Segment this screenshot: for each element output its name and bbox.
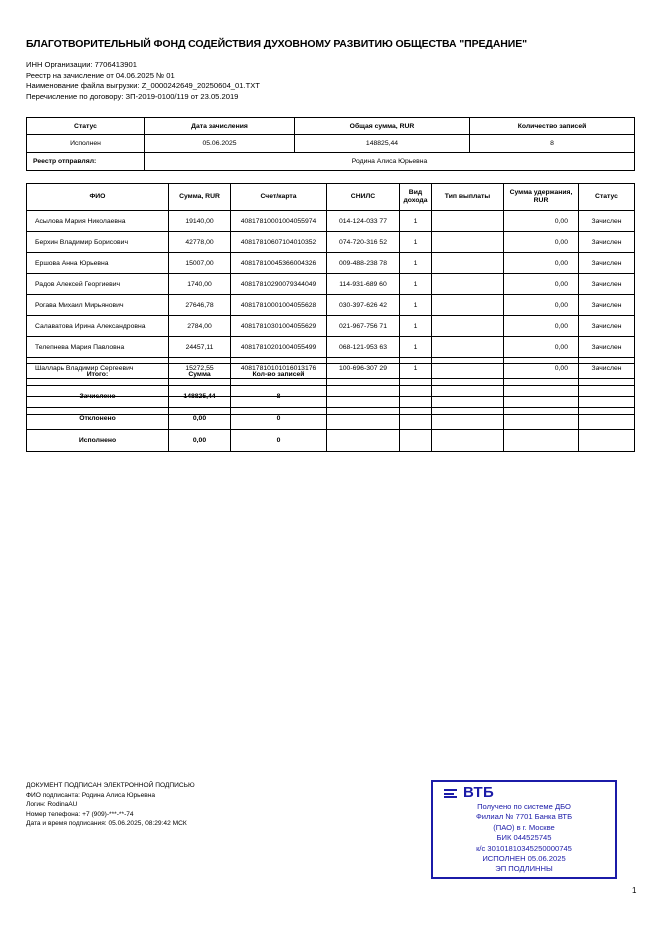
bank-stamp: [431, 780, 617, 879]
cell-name: Шалларь Владимир Сергеевич: [27, 358, 169, 379]
totals-cell-label: Исполнено: [27, 430, 169, 452]
totals-cell-count: 0: [231, 430, 327, 452]
totals-header-sum: Сумма: [169, 364, 231, 386]
cell-amount: 27646,78: [169, 295, 231, 316]
summary-header-row: [27, 118, 635, 135]
cell-withholding: 0,00: [504, 337, 579, 358]
totals-header-itogo: Итого:: [27, 364, 169, 386]
cell-status: Зачислен: [579, 253, 635, 274]
totals-cell-blank: [504, 386, 579, 408]
cell-name: Радов Алексей Георгиевич: [27, 274, 169, 295]
cell-amount: 19140,00: [169, 211, 231, 232]
cell-account: 40817810001004055628: [231, 295, 327, 316]
totals-blank-cell: [400, 364, 432, 386]
cell-withholding: 0,00: [504, 316, 579, 337]
cell-snils: 068-121-953 63: [327, 337, 400, 358]
totals-blank-cell: [432, 364, 504, 386]
stamp-line-3: (ПАО) в г. Москве: [493, 822, 555, 832]
records-header-row: [27, 184, 635, 211]
cell-account: 40817810290079344049: [231, 274, 327, 295]
totals-cell-blank: [400, 386, 432, 408]
cell-snils: 021-967-756 71: [327, 316, 400, 337]
signature-login: Логин: RodinaAU: [26, 801, 78, 809]
cell-amount: 15007,00: [169, 253, 231, 274]
cell-withholding: 0,00: [504, 295, 579, 316]
totals-row: [27, 386, 635, 408]
summary-header-status: Статус: [27, 118, 145, 135]
totals-cell-blank: [432, 408, 504, 430]
summary-sender-label: Реестр отправлял:: [27, 153, 145, 171]
totals-cell-count: 0: [231, 408, 327, 430]
cell-name: Берхин Владимир Борисович: [27, 232, 169, 253]
cell-withholding: 0,00: [504, 274, 579, 295]
document-meta: [26, 60, 636, 102]
records-header-snils: СНИЛС: [327, 184, 400, 211]
page-title: БЛАГОТВОРИТЕЛЬНЫЙ ФОНД СОДЕЙСТВИЯ ДУХОВНОМУ РАЗВИТИЮ ОБЩЕСТВА "ПРЕДАНИЕ": [26, 38, 528, 50]
table-row: [27, 274, 635, 295]
cell-snils: 074-720-316 52: [327, 232, 400, 253]
meta-line-registry: Реестр на зачисление от 04.06.2025 № 01: [26, 70, 175, 80]
cell-name: Ершова Анна Юрьевна: [27, 253, 169, 274]
stamp-line-2: Филиал № 7701 Банка ВТБ: [475, 812, 573, 822]
summary-value-status: Исполнен: [27, 135, 145, 153]
cell-withholding: 0,00: [504, 253, 579, 274]
cell-payment-type: [432, 295, 504, 316]
summary-sender-row: [27, 153, 635, 171]
cell-income-type: 1: [400, 232, 432, 253]
vtb-logo-icon: [443, 786, 459, 800]
totals-cell-sum: 0,00: [169, 408, 231, 430]
table-row: [27, 232, 635, 253]
totals-row: [27, 408, 635, 430]
cell-account: 40817810101016013176: [231, 358, 327, 379]
cell-snils: 014-124-033 77: [327, 211, 400, 232]
stamp-line-5: к/с 30101810345250000745: [476, 843, 572, 853]
cell-withholding: 0,00: [504, 211, 579, 232]
stamp-line-6: ИСПОЛНЕН 05.06.2025: [482, 854, 566, 864]
totals-cell-sum: 148825,44: [169, 386, 231, 408]
totals-cell-blank: [579, 408, 635, 430]
stamp-brand-row: [433, 783, 615, 801]
meta-line-contract: Перечисление по договору: ЗП-2019-0100/119 от 23.05.2019: [26, 91, 239, 101]
totals-blank-cell: [504, 364, 579, 386]
cell-income-type: 1: [400, 253, 432, 274]
cell-income-type: 1: [400, 211, 432, 232]
totals-header-count: Кол-во записей: [231, 364, 327, 386]
cell-amount: 42778,00: [169, 232, 231, 253]
totals-row: [27, 430, 635, 452]
cell-withholding: 0,00: [504, 232, 579, 253]
cell-snils: 009-488-238 78: [327, 253, 400, 274]
cell-amount: 15272,55: [169, 358, 231, 379]
signature-phone: Номер телефона: +7 (909)-***-**-74: [26, 810, 134, 818]
cell-status: Зачислен: [579, 211, 635, 232]
stamp-line-4: БИК 044525745: [496, 833, 552, 843]
cell-amount: 1740,00: [169, 274, 231, 295]
cell-status: Зачислен: [579, 358, 635, 379]
cell-snils: 100-696-307 29: [327, 358, 400, 379]
cell-payment-type: [432, 253, 504, 274]
totals-cell-label: Отклонено: [27, 408, 169, 430]
totals-cell-blank: [400, 408, 432, 430]
cell-payment-type: [432, 316, 504, 337]
cell-snils: 114-931-689 60: [327, 274, 400, 295]
table-row: [27, 316, 635, 337]
cell-payment-type: [432, 232, 504, 253]
totals-cell-blank: [504, 408, 579, 430]
records-header-status: Статус: [579, 184, 635, 211]
records-header-withholding: Сумма удержания, RUR: [504, 184, 579, 211]
records-header-amount: Сумма, RUR: [169, 184, 231, 211]
cell-income-type: 1: [400, 316, 432, 337]
summary-value-count: 8: [470, 135, 635, 153]
totals-cell-sum: 0,00: [169, 430, 231, 452]
totals-cell-blank: [432, 430, 504, 452]
records-header-account: Счет/карта: [231, 184, 327, 211]
records-header-payment-type: Тип выплаты: [432, 184, 504, 211]
cell-account: 40817810045366004326: [231, 253, 327, 274]
table-row: [27, 253, 635, 274]
signature-datetime: Дата и время подписания: 05.06.2025, 08:29:42 МСК: [26, 820, 187, 828]
stamp-line-1: Получено по системе ДБО: [477, 802, 571, 811]
meta-line-inn: ИНН Организации: 7706413901: [26, 60, 137, 69]
cell-status: Зачислен: [579, 316, 635, 337]
totals-cell-blank: [504, 430, 579, 452]
summary-table: [26, 117, 635, 171]
stamp-brand-name: ВТБ: [463, 783, 495, 801]
cell-income-type: 1: [400, 358, 432, 379]
cell-status: Зачислен: [579, 232, 635, 253]
summary-sender-value: Родина Алиса Юрьевна: [145, 153, 635, 171]
totals-header-row: [27, 364, 635, 386]
cell-payment-type: [432, 337, 504, 358]
cell-income-type: 1: [400, 295, 432, 316]
totals-cell-count: 8: [231, 386, 327, 408]
summary-header-total: Общая сумма, RUR: [295, 118, 470, 135]
summary-header-date: Дата зачисления: [145, 118, 295, 135]
cell-account: 40817810301004055629: [231, 316, 327, 337]
signature-signer: ФИО подписанта: Родина Алиса Юрьевна: [26, 791, 156, 799]
totals-cell-blank: [327, 430, 400, 452]
cell-snils: 030-397-626 42: [327, 295, 400, 316]
cell-name: Телепнева Мария Павловна: [27, 337, 169, 358]
totals-cell-blank: [579, 386, 635, 408]
totals-cell-blank: [327, 386, 400, 408]
cell-payment-type: [432, 211, 504, 232]
totals-cell-blank: [400, 430, 432, 452]
cell-amount: 24457,11: [169, 337, 231, 358]
totals-blank-cell: [579, 364, 635, 386]
totals-cell-blank: [579, 430, 635, 452]
cell-withholding: 0,00: [504, 358, 579, 379]
summary-value-total: 148825,44: [295, 135, 470, 153]
cell-status: Зачислен: [579, 337, 635, 358]
cell-income-type: 1: [400, 274, 432, 295]
cell-account: 40817810201004055499: [231, 337, 327, 358]
cell-amount: 2784,00: [169, 316, 231, 337]
cell-account: 40817810001004055974: [231, 211, 327, 232]
summary-header-count: Количество записей: [470, 118, 635, 135]
cell-income-type: 1: [400, 337, 432, 358]
table-row: [27, 337, 635, 358]
totals-cell-blank: [327, 408, 400, 430]
records-header-name: ФИО: [27, 184, 169, 211]
cell-payment-type: [432, 274, 504, 295]
summary-value-row: [27, 135, 635, 153]
stamp-lines: [433, 802, 615, 875]
totals-table: [26, 363, 635, 452]
cell-status: Зачислен: [579, 274, 635, 295]
stamp-line-7: ЭП ПОДЛИННЫ: [495, 864, 553, 874]
page-number: 1: [632, 886, 637, 895]
signature-heading: ДОКУМЕНТ ПОДПИСАН ЭЛЕКТРОННОЙ ПОДПИСЬЮ: [26, 782, 195, 789]
cell-status: Зачислен: [579, 295, 635, 316]
records-header-income-type: Вид дохода: [400, 184, 432, 211]
electronic-signature-block: [26, 781, 356, 829]
cell-name: Асылова Мария Николаевна: [27, 211, 169, 232]
summary-value-date: 05.06.2025: [145, 135, 295, 153]
table-row: [27, 211, 635, 232]
totals-cell-blank: [432, 386, 504, 408]
table-row: [27, 295, 635, 316]
cell-name: Салаватова Ирина Александровна: [27, 316, 169, 337]
totals-blank-cell: [327, 364, 400, 386]
cell-account: 40817810607104010352: [231, 232, 327, 253]
cell-name: Рогава Михаил Мирьянович: [27, 295, 169, 316]
meta-line-filename: Наименование файла выгрузки: Z_0000242649_20250604_01.TXT: [26, 81, 260, 91]
totals-cell-label: Зачислено: [27, 386, 169, 408]
